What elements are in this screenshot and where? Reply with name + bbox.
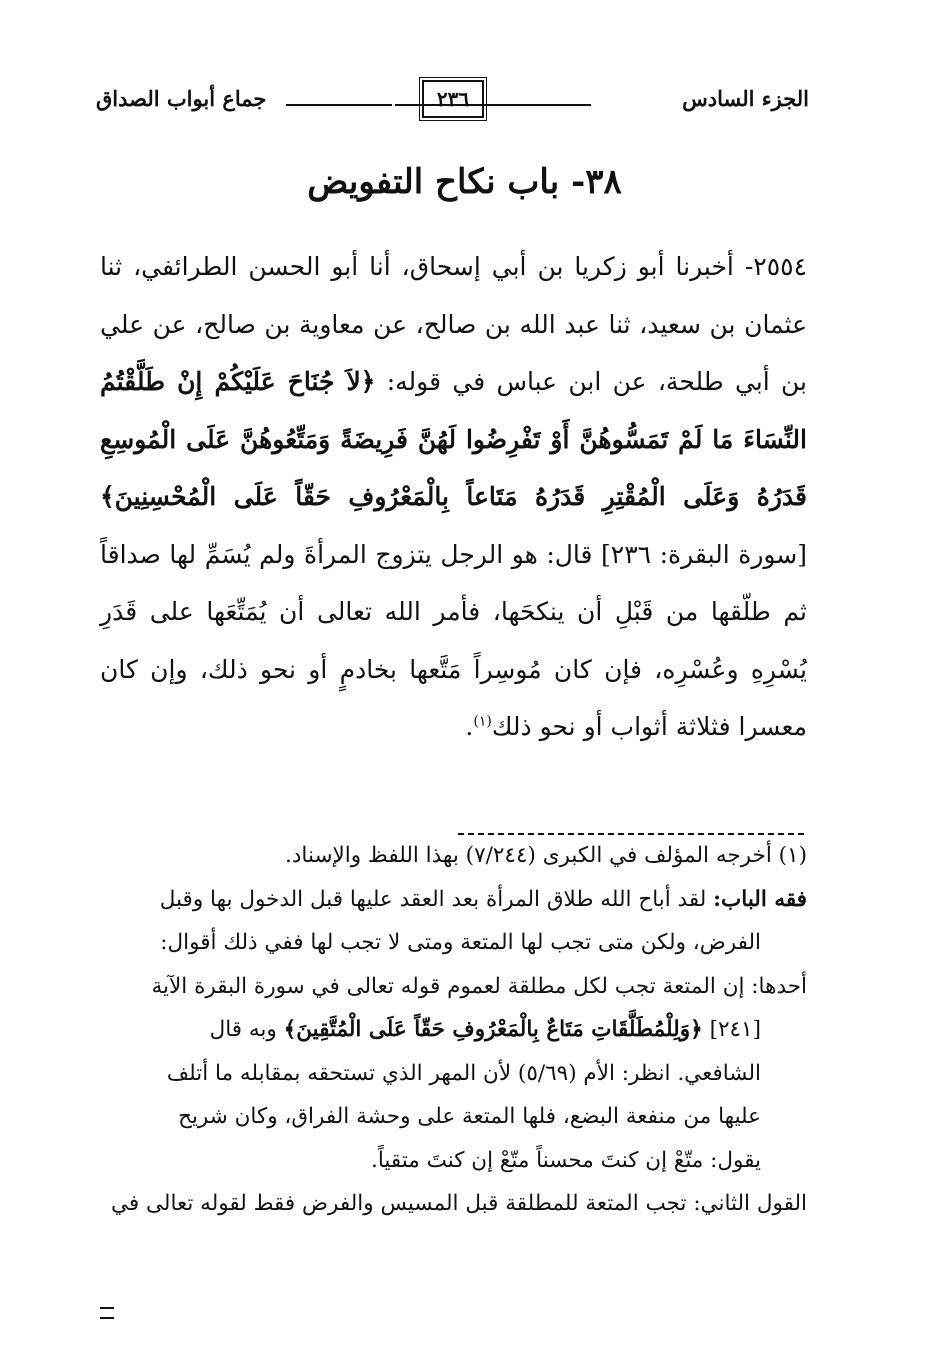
opinion-one-line-3: الشافعي. انظر: الأم (٥/٦٩) لأن المهر الذي تستحقه بمقابله ما أتلف (166, 1060, 761, 1086)
hadith-commentary: [سورة البقرة: ٢٣٦] قال: هو الرجل يتزوج المرأةَ ولم يُسَمِّ لها صداقاً ثم طلّقها من قَبْلِ أن ينكحَها، فأمر الله تعالى أن يُمَتِّعَها على قَدَرِ يُسْرِهِ وعُسْرِه، فإن كان مُوسِراً مَتَّعها بخادمٍ أو نحو ذلك، وإن كان معسرا فثلاثة أثواب أو نحو ذلك (100, 539, 808, 741)
continuation-mark (100, 1307, 114, 1319)
verse-number: [٢٤١] (709, 1017, 761, 1042)
header-rule-left (286, 104, 392, 106)
footnotes (100, 834, 807, 1226)
opinion-one-line-2 (100, 1008, 807, 1052)
footnote-ref: (١) (473, 713, 492, 730)
quran-verse: ﴿لاَ جُنَاحَ عَلَيْكُمْ إِنْ طَلَّقْتُمُ النِّسَاءَ مَا لَمْ تَمَسُّوهُنَّ أَوْ تَفْرِضُوا لَهُنَّ فَرِيضَةً وَمَتِّعُوهُنَّ عَلَى الْمُوسِعِ قَدَرُهُ وَعَلَى الْمُقْتِرِ قَدَرُهُ مَتَاعاً بِالْمَعْرُوفِ حَقّاً عَلَى الْمُحْسِنِينَ﴾ (100, 367, 807, 511)
page-number: ٢٣٦ (422, 80, 484, 118)
fiqh-continuation: الفرض، ولكن متى تجب لها المتعة ومتى لا تجب لها ففي ذلك أقوال: (160, 930, 761, 955)
opinion-two: القول الثاني: تجب المتعة للمطلقة قبل المسيس والفرض فقط لقوله تعالى في (110, 1191, 807, 1216)
fiqh-label: فقه الباب: (713, 886, 807, 912)
hadith-text (100, 238, 807, 756)
fiqh-paragraph (100, 878, 807, 922)
running-header (96, 80, 809, 122)
section-label: جماع أبواب الصداق (96, 86, 267, 111)
footnote-1: (١) أخرجه المؤلف في الكبرى (٧/٢٤٤) بهذا اللفظ والإسناد. (285, 843, 807, 868)
chapter-title: ٣٨- باب نكاح التفويض (307, 162, 622, 202)
hadith-end: . (465, 712, 474, 741)
opinion-one-tail: وبه قال (209, 1017, 277, 1042)
volume-label: الجزء السادس (682, 86, 809, 111)
hadith-chain: ٢٥٥٤- أخبرنا أبو زكريا بن أبي إسحاق، أنا أبو الحسن الطرائفي، ثنا عثمان بن سعيد، ثنا عبد الله بن صالح، عن معاوية بن صالح، عن علي بن أبي طلحة، عن ابن عباس في قوله: (100, 252, 807, 396)
hadith-paragraph (100, 238, 807, 756)
fiqh-text: لقد أباح الله طلاق المرأة بعد العقد عليها قبل الدخول بها وقبل (159, 886, 707, 912)
opinion-one-line-5: يقول: متّعْ إن كنتَ محسناً متّعْ إن كنتَ متقياً. (371, 1147, 761, 1173)
footnote-quran: ﴿وَلِلْمُطَلَّقَاتِ مَتَاعٌ بِالْمَعْرُوفِ حَقّاً عَلَى الْمُتَّقِينَ﴾ (283, 1017, 703, 1042)
opinion-one-line-4: عليها من منفعة البضع، فلها المتعة على وحشة الفراق، وكان شريح (178, 1104, 761, 1129)
opinion-one-line-1: أحدها: إن المتعة تجب لكل مطلقة لعموم قوله تعالى في سورة البقرة الآية (151, 973, 807, 999)
